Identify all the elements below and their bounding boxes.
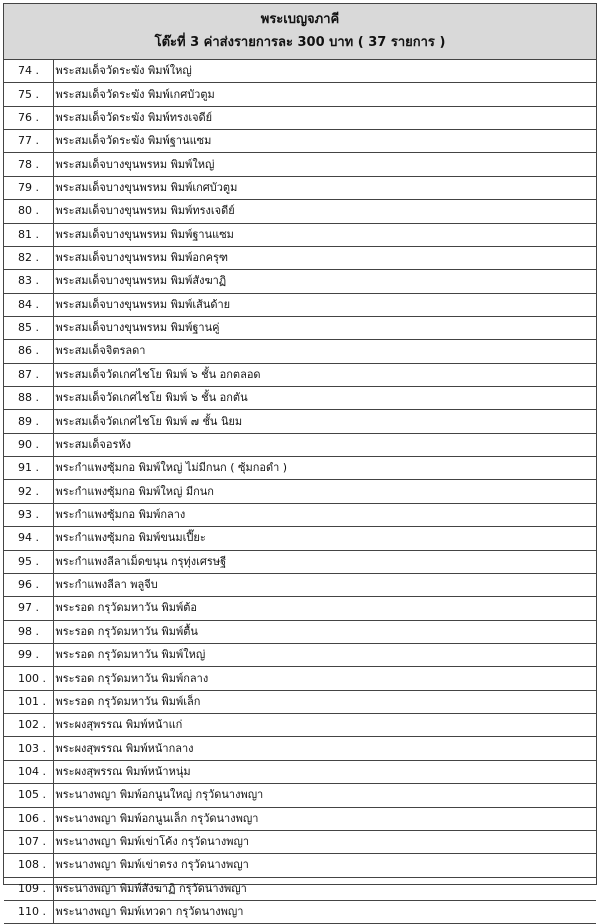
item-number: 93 . (4, 503, 53, 526)
item-number: 76 . (4, 106, 53, 129)
item-name: พระกำแพงซุ้มกอ พิมพ์ขนมเปี๊ยะ (53, 527, 596, 550)
item-number: 100 . (4, 667, 53, 690)
item-name: พระนางพญา พิมพ์สังฆาฏิ กรุวัดนางพญา (53, 877, 596, 900)
item-number: 80 . (4, 200, 53, 223)
table-row (4, 83, 596, 106)
table-row (4, 223, 596, 246)
table-row (4, 573, 596, 596)
item-name: พระรอด กรุวัดมหาวัน พิมพ์ตื้น (53, 620, 596, 643)
table-row (4, 293, 596, 316)
item-number: 90 . (4, 433, 53, 456)
item-name: พระนางพญา พิมพ์เข่าตรง กรุวัดนางพญา (53, 854, 596, 877)
item-number: 109 . (4, 877, 53, 900)
item-number: 103 . (4, 737, 53, 760)
item-name: พระสมเด็จบางขุนพรหม พิมพ์เส้นด้าย (53, 293, 596, 316)
table-row (4, 316, 596, 339)
table-row (4, 877, 596, 900)
item-name: พระนางพญา พิมพ์เข่าโค้ง กรุวัดนางพญา (53, 830, 596, 853)
table-row (4, 830, 596, 853)
item-name: พระสมเด็จบางขุนพรหม พิมพ์สังฆาฏิ (53, 270, 596, 293)
item-name: พระรอด กรุวัดมหาวัน พิมพ์เล็ก (53, 690, 596, 713)
item-number: 87 . (4, 363, 53, 386)
item-number: 86 . (4, 340, 53, 363)
item-name: พระนางพญา พิมพ์อกนูนใหญ่ กรุวัดนางพญา (53, 784, 596, 807)
table-row (4, 60, 596, 83)
item-name: พระผงสุพรรณ พิมพ์หน้าหนุ่ม (53, 760, 596, 783)
item-name: พระรอด กรุวัดมหาวัน พิมพ์ต้อ (53, 597, 596, 620)
item-name: พระสมเด็จวัดระฆัง พิมพ์เกศบัวตูม (53, 83, 596, 106)
item-number: 106 . (4, 807, 53, 830)
table-row (4, 620, 596, 643)
table-row (4, 503, 596, 526)
item-number: 95 . (4, 550, 53, 573)
item-name: พระสมเด็จบางขุนพรหม พิมพ์ฐานแซม (53, 223, 596, 246)
table-row (4, 410, 596, 433)
table-row (4, 176, 596, 199)
item-number: 77 . (4, 130, 53, 153)
item-name: พระรอด กรุวัดมหาวัน พิมพ์กลาง (53, 667, 596, 690)
table-row (4, 690, 596, 713)
table-row (4, 246, 596, 269)
table-row (4, 854, 596, 877)
table-subtitle: โต๊ะที่ 3 ค่าส่งรายการละ 300 บาท ( 37 รายการ ) (154, 35, 446, 50)
item-name: พระกำแพงซุ้มกอ พิมพ์ใหญ่ ไม่มีกนก ( ซุ้มกอดำ ) (53, 457, 596, 480)
table-row (4, 760, 596, 783)
page-title: พระเบญจภาคี (260, 12, 340, 27)
item-number: 75 . (4, 83, 53, 106)
item-name: พระสมเด็จวัดเกศไชโย พิมพ์ ๗ ชั้น นิยม (53, 410, 596, 433)
item-name: พระสมเด็จบางขุนพรหม พิมพ์อกครุฑ (53, 246, 596, 269)
item-name: พระกำแพงซุ้มกอ พิมพ์กลาง (53, 503, 596, 526)
table-row (4, 597, 596, 620)
item-number: 104 . (4, 760, 53, 783)
table-row (4, 130, 596, 153)
item-number: 110 . (4, 900, 53, 923)
table-row (4, 667, 596, 690)
item-number: 79 . (4, 176, 53, 199)
item-name: พระสมเด็จบางขุนพรหม พิมพ์เกศบัวตูม (53, 176, 596, 199)
item-number: 88 . (4, 387, 53, 410)
item-name: พระสมเด็จวัดเกศไชโย พิมพ์ ๖ ชั้น อกตัน (53, 387, 596, 410)
table-row (4, 363, 596, 386)
table-row (4, 433, 596, 456)
table-header (4, 4, 596, 60)
table-row (4, 457, 596, 480)
table-row (4, 387, 596, 410)
item-number: 102 . (4, 714, 53, 737)
price-list-sheet (3, 3, 597, 919)
table-row (4, 270, 596, 293)
table-row (4, 784, 596, 807)
amulet-list-table (4, 60, 596, 924)
item-number: 81 . (4, 223, 53, 246)
item-number: 108 . (4, 854, 53, 877)
amulet-list-body (4, 60, 596, 924)
item-name: พระสมเด็จวัดระฆัง พิมพ์ใหญ่ (53, 60, 596, 83)
item-number: 98 . (4, 620, 53, 643)
item-name: พระนางพญา พิมพ์อกนูนเล็ก กรุวัดนางพญา (53, 807, 596, 830)
item-name: พระผงสุพรรณ พิมพ์หน้าแก่ (53, 714, 596, 737)
item-name: พระสมเด็จวัดระฆัง พิมพ์ฐานแซม (53, 130, 596, 153)
item-name: พระกำแพงลีลา พลูจีบ (53, 573, 596, 596)
item-name: พระรอด กรุวัดมหาวัน พิมพ์ใหญ่ (53, 643, 596, 666)
item-number: 89 . (4, 410, 53, 433)
item-name: พระสมเด็จบางขุนพรหม พิมพ์ทรงเจดีย์ (53, 200, 596, 223)
table-row (4, 527, 596, 550)
table-row (4, 714, 596, 737)
item-name: พระกำแพงซุ้มกอ พิมพ์ใหญ่ มีกนก (53, 480, 596, 503)
item-name: พระสมเด็จจิตรลดา (53, 340, 596, 363)
table-row (4, 807, 596, 830)
item-number: 84 . (4, 293, 53, 316)
item-name: พระสมเด็จบางขุนพรหม พิมพ์ใหญ่ (53, 153, 596, 176)
table-row (4, 737, 596, 760)
item-number: 97 . (4, 597, 53, 620)
item-number: 94 . (4, 527, 53, 550)
item-number: 105 . (4, 784, 53, 807)
item-name: พระกำแพงลีลาเม็ดขนุน กรุทุ่งเศรษฐี (53, 550, 596, 573)
item-number: 85 . (4, 316, 53, 339)
table-row (4, 153, 596, 176)
item-name: พระสมเด็จวัดระฆัง พิมพ์ทรงเจดีย์ (53, 106, 596, 129)
item-number: 99 . (4, 643, 53, 666)
item-name: พระสมเด็จวัดเกศไชโย พิมพ์ ๖ ชั้น อกตลอด (53, 363, 596, 386)
table-row (4, 643, 596, 666)
item-name: พระสมเด็จบางขุนพรหม พิมพ์ฐานคู่ (53, 316, 596, 339)
item-name: พระผงสุพรรณ พิมพ์หน้ากลาง (53, 737, 596, 760)
table-row (4, 106, 596, 129)
table-row (4, 550, 596, 573)
item-number: 101 . (4, 690, 53, 713)
item-number: 96 . (4, 573, 53, 596)
item-name: พระสมเด็จอรหัง (53, 433, 596, 456)
item-number: 92 . (4, 480, 53, 503)
item-number: 107 . (4, 830, 53, 853)
table-row (4, 480, 596, 503)
item-number: 74 . (4, 60, 53, 83)
table-row (4, 200, 596, 223)
table-row (4, 340, 596, 363)
item-number: 78 . (4, 153, 53, 176)
table-row (4, 900, 596, 923)
item-number: 82 . (4, 246, 53, 269)
item-name: พระนางพญา พิมพ์เทวดา กรุวัดนางพญา (53, 900, 596, 923)
item-number: 91 . (4, 457, 53, 480)
item-number: 83 . (4, 270, 53, 293)
